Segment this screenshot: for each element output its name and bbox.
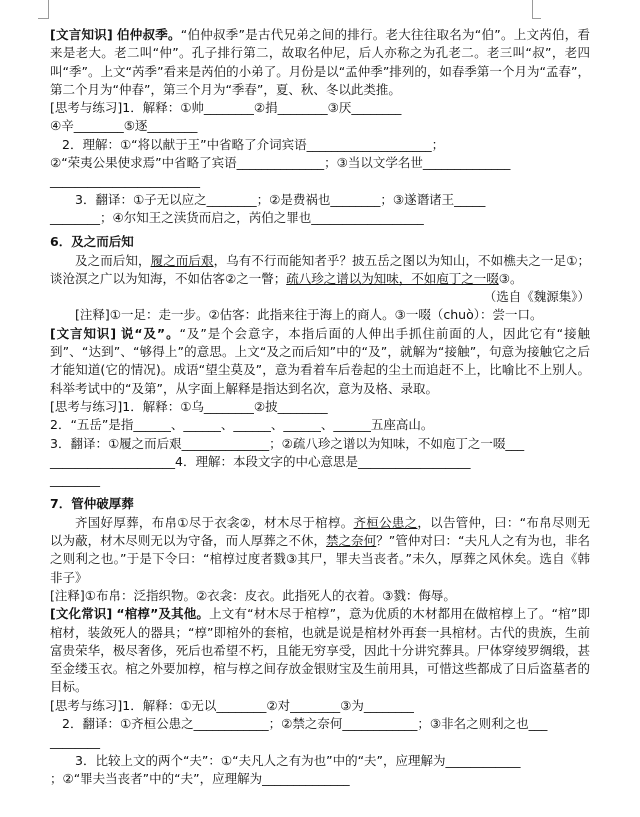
- text-run: 2．理解：①“将以献于王”中省略了介词宾语____________________；: [62, 136, 445, 152]
- text-run: ；②“罪夫当丧者”中的“夫”，应理解为______________: [50, 770, 350, 786]
- text-run: ________: [50, 734, 100, 750]
- text-run: 6．及之而后知: [50, 234, 134, 250]
- text-run: ？”管仲对曰：“夫凡人之有为也，非名之则利之也。”于是下令曰：“棺椁过度者戮③其尸，罪夫当丧者。”未久，厚葬之风休矣。选自《韩非子》: [50, 533, 590, 585]
- paragraph: [50, 715, 590, 733]
- paragraph: [50, 209, 590, 227]
- margin-corner-mark-right: [532, 0, 541, 19]
- text-run: （选自《魏源集》）: [483, 289, 590, 305]
- paragraph: [50, 495, 590, 513]
- paragraph: [50, 99, 590, 117]
- text-run: 3．翻译：①履之而后艰______________；②疏八珍之谱以为知味，不如庖丁之一啜___: [50, 435, 525, 451]
- paragraph: [50, 435, 590, 453]
- text-run: 7．管仲破厚葬: [50, 496, 134, 512]
- underlined-text: 禁之奈何: [326, 533, 377, 549]
- paragraph: [50, 306, 590, 324]
- text-run: 齐国好厚葬，布帛①尽于衣衾②，材木尽于棺椁。: [75, 514, 354, 530]
- text-run: ________: [50, 472, 100, 488]
- paragraph: [50, 288, 590, 306]
- paragraph: [50, 154, 590, 172]
- paragraph: [50, 453, 590, 471]
- text-run: ________；④尔知王之渎货而启之，芮伯之罪也__________________: [50, 209, 424, 225]
- text-run: “及”是个会意字，本指后面的人伸出手抓住前面的人，因此它有“接触到”、“达到”、“够得上”的意思。上文“及之而后知”中的“及”，就解为“接触”，句意为接触它之后才能知道(它的情况)。成语“望尘莫及”，意为看着车后卷起的尘土而追赶不上，比喻比不上别人。科举考试中的“及第”，从字面上解释是指达到名次，意为及格、录取。: [50, 325, 590, 396]
- text-run: [思考与练习]1．解释：①帅________②捐________③厌________: [50, 100, 402, 116]
- underlined-text: 齐桓公患之: [353, 514, 418, 530]
- text-run: 3．比较上文的两个“夫”：①“夫凡人之有为也”中的“夫”，应理解为____________: [75, 752, 521, 768]
- text-run: 2．翻译：①齐桓公患之____________；②禁之奈何____________；③非名之则利之也___: [62, 715, 548, 731]
- paragraph: [50, 587, 590, 605]
- paragraph: [50, 252, 590, 289]
- bold-label: 伯仲叔季。: [116, 27, 181, 42]
- text-run: [注释]①布帛：泛指织物。②衣衾：皮衣。此指死人的衣着。③戮：侮辱。: [50, 587, 456, 603]
- text-run: ④辛________⑤逐________: [50, 118, 198, 134]
- underlined-text: 疏八珍之谱以为知味，不如庖丁之一啜: [286, 270, 499, 286]
- paragraph: [50, 471, 590, 489]
- text-run: ，乌有不行而能知者乎？披五岳之图以为知山，不如樵夫之一足①；谈沧溟之广以为知海，不如估客②之一瞥；: [50, 252, 590, 286]
- text-run: [注释]①一足：走一步。②估客：此指来往于海上的商人。③一啜（chuò）：尝一口。: [75, 307, 543, 323]
- paragraph: [50, 325, 590, 398]
- text-run: ②“荣夷公果使求焉”中省略了宾语______________；③当以文学名世______________: [50, 155, 511, 171]
- paragraph: [50, 233, 590, 251]
- paragraph: [50, 770, 590, 788]
- text-run: “伯仲叔季”是古代兄弟之间的排行。老大往往取名为“伯”。上文芮伯，看来是老大。老二叫“仲”。孔子排行第二，故取名仲尼，后人亦称之为孔老二。老三叫“叔”，老四叫“季”。上文“芮季”看来是芮伯的小弟了。月份是以“孟仲季”排列的，如春季第一个月为“孟春”，第二个月为“仲春”，第三个月为“季春”，夏、秋、冬以此类推。: [50, 27, 590, 97]
- text-run: 3．翻译：①子无以应之________；②是费祸也________；③遂谮诸王_____: [75, 191, 486, 207]
- text-run: 及之而后知，: [75, 252, 151, 268]
- text-run: ____________________4．理解：本段文字的中心意思是__________________: [50, 453, 471, 469]
- paragraph: [50, 172, 590, 190]
- underlined-text: 履之而后艰: [150, 252, 214, 268]
- bold-label: 说“及”。: [120, 325, 180, 341]
- paragraph: [50, 514, 590, 587]
- text-run: [思考与练习]1．解释：①无以________②对________③为________: [50, 697, 414, 713]
- paragraph: [50, 26, 590, 99]
- paragraph: [50, 117, 590, 135]
- text-run: [思考与练习]1．解释：①乌________②披________: [50, 398, 328, 414]
- document-body: [50, 26, 590, 788]
- paragraph: [50, 398, 590, 416]
- text-run: ________________________: [50, 173, 200, 189]
- bold-label: [文言知识]: [50, 27, 113, 42]
- paragraph: [50, 697, 590, 715]
- margin-corner-mark-left: [38, 0, 49, 19]
- paragraph: [50, 752, 590, 770]
- text-run: ③。: [498, 270, 523, 286]
- bold-label: [文言知识]: [50, 325, 117, 341]
- paragraph: [50, 605, 590, 696]
- text-run: 上文有“材木尽于棺椁”，意为优质的木材都用在做棺椁上了。“棺”即棺材，装敛死人的器具；“椁”即棺外的套棺，也就是说是棺材外再套一具棺材。古代的贵族，生前富贵荣华，极尽奢侈，死后也希望不朽，且能无穷享受，因此十分讲究葬具。尸体穿绫罗绸缎，甚至金缕玉衣。棺之外要加椁，棺与椁之间存放金银财宝及生前用具，可惜这些都成了日后盗墓者的目标。: [50, 606, 590, 695]
- text-run: 2．“五岳”是指______、______、______、______、______五座高山。: [50, 417, 434, 433]
- paragraph: [50, 416, 590, 434]
- paragraph: [50, 136, 590, 154]
- paragraph: [50, 733, 590, 751]
- bold-label: [文化常识]: [50, 606, 113, 622]
- paragraph: [50, 191, 590, 209]
- bold-label: “棺椁”及其他。: [116, 606, 210, 622]
- text-run: ，以告管仲，曰：“布帛尽则无以为蔽，材木尽则无以为守备，而人厚葬之不休，: [50, 514, 590, 549]
